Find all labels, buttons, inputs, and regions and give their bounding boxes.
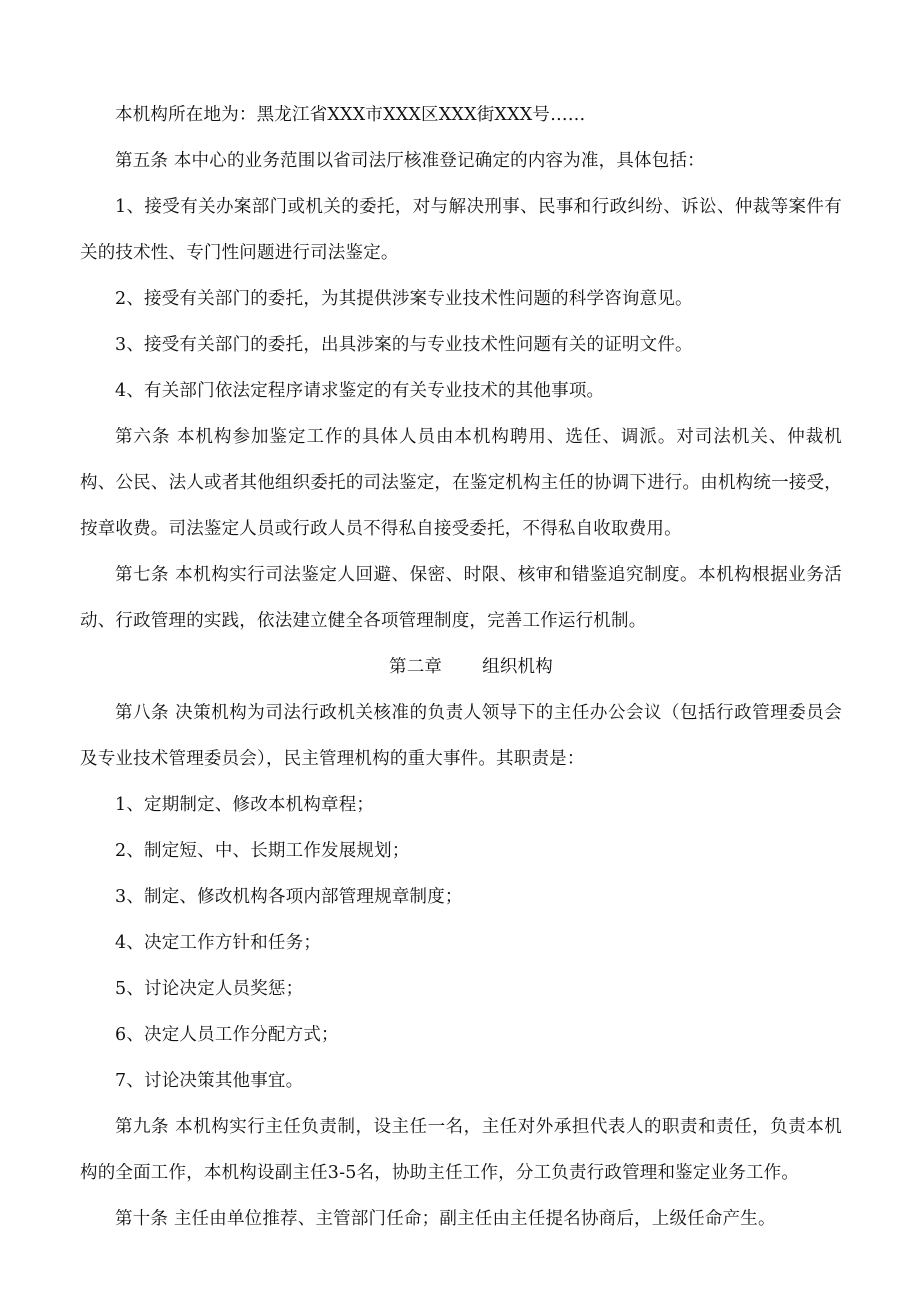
paragraph-article-8-item-5: 5、讨论决定人员奖惩； (115, 979, 304, 999)
paragraph-article-8-item-2: 2、制定短、中、长期工作发展规划； (115, 841, 410, 861)
paragraph-article-8-item-3: 3、制定、修改机构各项内部管理规章制度； (115, 887, 463, 907)
document-page (80, 92, 842, 1242)
paragraph-location: 本机构所在地为：黑龙江省XXX市XXX区XXX街XXX号…… (115, 105, 586, 125)
paragraph-article-7: 第七条 本机构实行司法鉴定人回避、保密、时限、核审和错鉴追究制度。本机构根据业务活动、行政管理的实践，依法建立健全各项管理制度，完善工作运行机制。 (80, 565, 842, 631)
paragraph-article-8-item-6: 6、决定人员工作分配方式； (115, 1025, 339, 1045)
paragraph-article-8: 第八条 决策机构为司法行政机关核准的负责人领导下的主任办公会议（包括行政管理委员会及专业技术管理委员会），民主管理机构的重大事件。其职责是： (80, 703, 842, 769)
paragraph-article-5-item-4: 4、有关部门依法定程序请求鉴定的有关专业技术的其他事项。 (115, 381, 605, 401)
paragraph-article-5-item-1: 1、接受有关办案部门或机关的委托，对与解决刑事、民事和行政纠纷、诉讼、仲裁等案件有关的技术性、专门性问题进行司法鉴定。 (80, 197, 842, 263)
paragraph-article-8-item-7: 7、讨论决策其他事宜。 (115, 1071, 304, 1091)
paragraph-article-5-item-2: 2、接受有关部门的委托，为其提供涉案专业技术性问题的科学咨询意见。 (115, 289, 693, 309)
paragraph-article-9: 第九条 本机构实行主任负责制，设主任一名，主任对外承担代表人的职责和责任，负责本机构的全面工作，本机构设副主任3-5名，协助主任工作，分工负责行政管理和鉴定业务工作。 (80, 1117, 842, 1183)
paragraph-article-8-item-4: 4、决定工作方针和任务； (115, 933, 322, 953)
paragraph-article-5-item-3: 3、接受有关部门的委托，出具涉案的与专业技术性问题有关的证明文件。 (115, 335, 693, 355)
paragraph-article-5: 第五条 本中心的业务范围以省司法厅核准登记确定的内容为准，具体包括： (115, 151, 705, 171)
chapter-heading (80, 644, 842, 690)
paragraph-article-10: 第十条 主任由单位推荐、主管部门任命；副主任由主任提名协商后，上级任命产生。 (115, 1209, 776, 1229)
chapter-title: 组织机构 (482, 657, 553, 677)
paragraph-article-8-item-1: 1、定期制定、修改本机构章程； (115, 795, 375, 815)
chapter-number: 第二章 (389, 657, 443, 677)
paragraph-article-6: 第六条 本机构参加鉴定工作的具体人员由本机构聘用、选任、调派。对司法机关、仲裁机构、公民、法人或者其他组织委托的司法鉴定，在鉴定机构主任的协调下进行。由机构统一接受，按章收费。司法鉴定人员或行政人员不得私自接受委托，不得私自收取费用。 (80, 427, 842, 539)
